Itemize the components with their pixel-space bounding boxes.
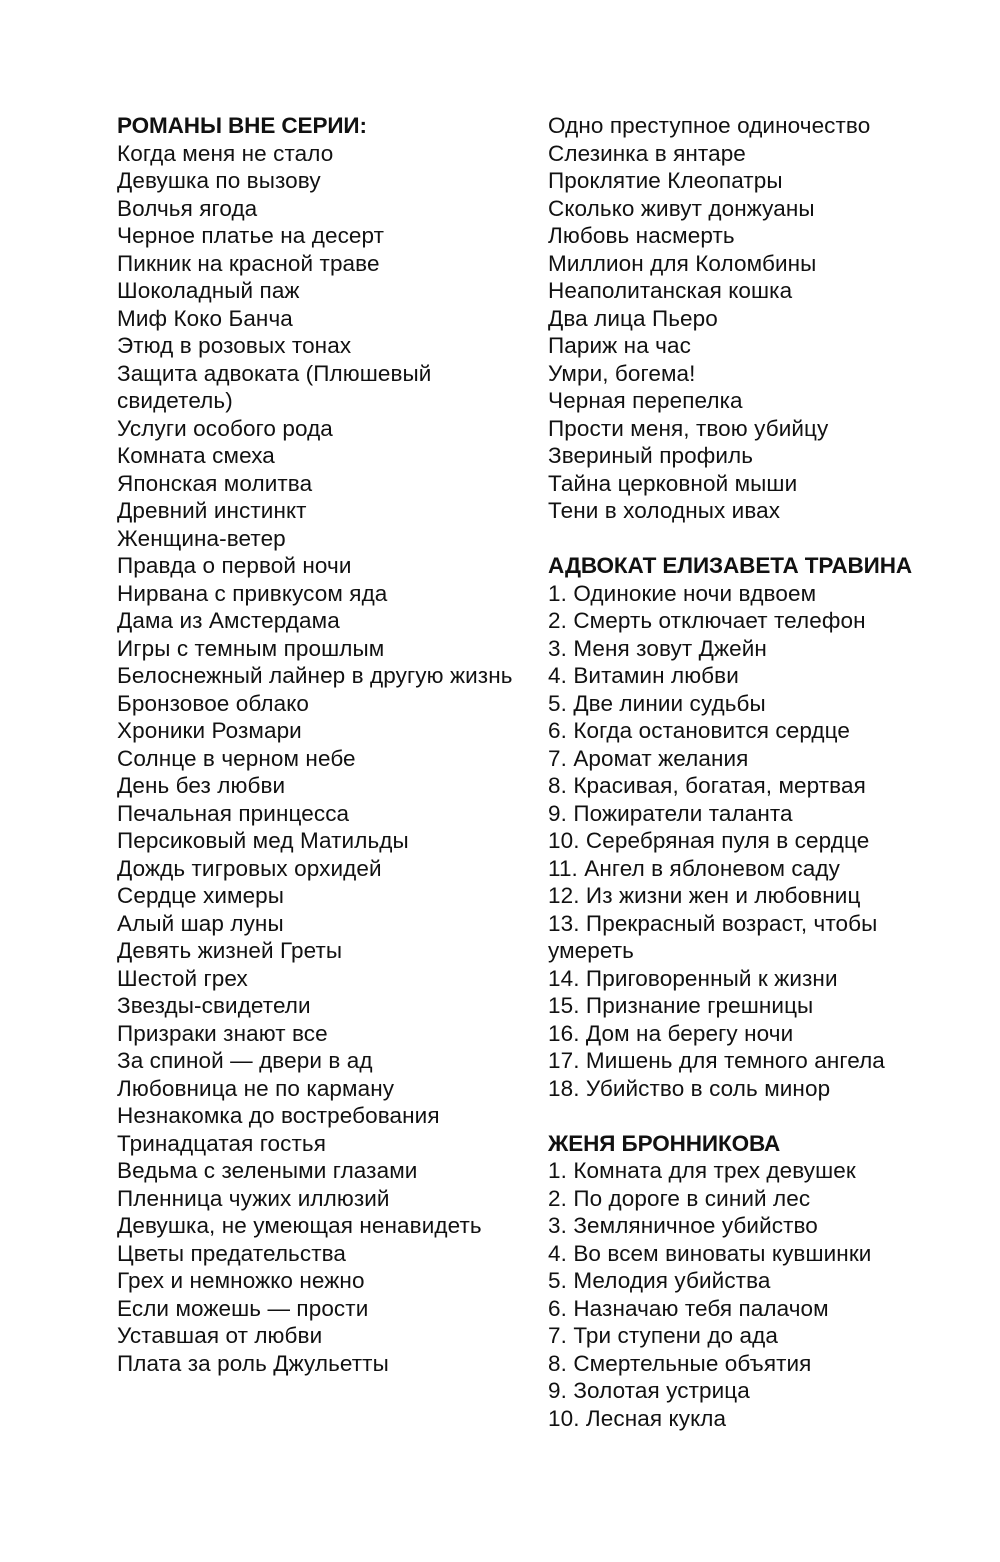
list-item: Проклятие Клеопатры	[548, 168, 783, 193]
list-item: Одно преступное одиночество	[548, 113, 871, 138]
list-item: Два лица Пьеро	[548, 305, 718, 331]
list-item: 3. Меня зовут Джейн	[548, 635, 767, 661]
list-item: Этюд в розовых тонах	[117, 333, 352, 358]
section-spacer	[548, 525, 968, 553]
list-item: Цветы предательства	[117, 1240, 347, 1266]
list-item: Тайна церковной мыши	[548, 470, 798, 496]
list-item: Незнакомка до востребования	[117, 1103, 440, 1128]
list-item: 2. По дороге в синий лес	[548, 1185, 811, 1211]
list-item: Грех и немножко нежно	[117, 1268, 365, 1293]
list-item: Когда меня не стало	[117, 140, 334, 166]
list-item: 10. Серебряная пуля в сердце	[548, 828, 870, 853]
list-item: Шоколадный паж	[117, 278, 300, 303]
list-item: Волчья ягода	[117, 195, 258, 221]
right-column	[548, 112, 968, 1432]
list-item: 8. Красивая, богатая, мертвая	[548, 773, 866, 798]
list-item: Уставшая от любви	[117, 1323, 323, 1348]
list-item: Белоснежный лайнер в другую жизнь	[117, 663, 513, 688]
list-item: 6. Когда остановится сердце	[548, 718, 850, 743]
list-item: Любовница не по карману	[117, 1075, 395, 1101]
list-item: Шестой грех	[117, 965, 248, 991]
list-item: Алый шар луны	[117, 910, 284, 936]
list-item: Пикник на красной траве	[117, 250, 380, 276]
list-item: Женщина-ветер	[117, 525, 286, 551]
list-item: 15. Признание грешницы	[548, 993, 814, 1018]
list-item: Ведьма с зелеными глазами	[117, 1158, 418, 1183]
list-item: Нирвана с привкусом яда	[117, 580, 388, 606]
section-title-standalone-novels: РОМАНЫ ВНЕ СЕРИИ:	[117, 113, 367, 138]
section-spacer	[548, 1102, 968, 1130]
list-item: Миф Коко Банча	[117, 305, 293, 331]
list-item: Правда о первой ночи	[117, 553, 352, 578]
list-item: 7. Аромат желания	[548, 745, 749, 771]
list-item: Японская молитва	[117, 470, 313, 496]
list-item: Прости меня, твою убийцу	[548, 415, 829, 441]
list-item: Дождь тигровых орхидей	[117, 855, 382, 881]
bronnikova-series-list	[548, 1157, 968, 1432]
standalone-novels-list	[117, 140, 517, 1378]
list-item: Персиковый мед Матильды	[117, 828, 409, 853]
list-item: 9. Золотая устрица	[548, 1378, 750, 1403]
list-item: 13. Прекрасный возраст, чтобы умереть	[548, 910, 878, 963]
list-item: 1. Комната для трех девушек	[548, 1158, 856, 1183]
list-item: Звериный профиль	[548, 443, 754, 468]
list-item: Любовь насмерть	[548, 223, 735, 248]
list-item: 18. Убийство в соль минор	[548, 1075, 831, 1101]
list-item: Призраки знают все	[117, 1020, 328, 1046]
list-item: 12. Из жизни жен и любовниц	[548, 883, 861, 908]
list-item: Девушка по вызову	[117, 168, 321, 193]
section-title-travina-series: АДВОКАТ ЕЛИЗАВЕТА ТРАВИНА	[548, 553, 912, 578]
list-item: Игры с темным прошлым	[117, 635, 385, 661]
list-item: 8. Смертельные объятия	[548, 1350, 812, 1376]
list-item: Тени в холодных ивах	[548, 498, 781, 523]
list-item: Бронзовое облако	[117, 690, 310, 716]
list-item: 6. Назначаю тебя палачом	[548, 1295, 829, 1321]
list-item: 5. Мелодия убийства	[548, 1268, 771, 1293]
list-item: Тринадцатая гостья	[117, 1130, 327, 1156]
list-item: 3. Земляничное убийство	[548, 1213, 818, 1238]
list-item: 2. Смерть отключает телефон	[548, 608, 866, 633]
list-item: Черная перепелка	[548, 388, 743, 413]
list-item: Париж на час	[548, 333, 691, 358]
list-item: 5. Две линии судьбы	[548, 690, 766, 716]
list-item: Сердце химеры	[117, 883, 285, 908]
list-item: Неаполитанская кошка	[548, 278, 793, 303]
list-item: Сколько живут донжуаны	[548, 195, 815, 221]
list-item: Умри, богема!	[548, 360, 696, 386]
list-item: 16. Дом на берегу ночи	[548, 1020, 794, 1046]
list-item: Защита адвоката (Плюшевый свидетель)	[117, 360, 432, 413]
travina-series-list	[548, 580, 968, 1103]
list-item: Дама из Амстердама	[117, 608, 340, 633]
list-item: 7. Три ступени до ада	[548, 1323, 778, 1348]
list-item: Хроники Розмари	[117, 718, 302, 743]
list-item: День без любви	[117, 773, 286, 798]
list-item: Услуги особого рода	[117, 415, 333, 441]
list-item: Древний инстинкт	[117, 498, 307, 523]
list-item: Комната смеха	[117, 443, 275, 468]
list-item: 4. Во всем виноваты кувшинки	[548, 1240, 872, 1266]
list-item: Плата за роль Джульетты	[117, 1350, 389, 1376]
list-item: 11. Ангел в яблоневом саду	[548, 855, 840, 881]
list-item: 10. Лесная кукла	[548, 1405, 727, 1431]
list-item: 17. Мишень для темного ангела	[548, 1048, 885, 1073]
list-item: 9. Пожиратели таланта	[548, 800, 793, 826]
list-item: Пленница чужих иллюзий	[117, 1185, 390, 1211]
left-column	[117, 112, 517, 1377]
list-item: Если можешь — прости	[117, 1295, 369, 1321]
standalone-novels-continued-list	[548, 112, 968, 525]
list-item: 4. Витамин любви	[548, 663, 739, 688]
list-item: За спиной — двери в ад	[117, 1048, 373, 1073]
list-item: Печальная принцесса	[117, 800, 350, 826]
list-item: Девять жизней Греты	[117, 938, 343, 963]
list-item: Миллион для Коломбины	[548, 250, 817, 276]
list-item: 14. Приговоренный к жизни	[548, 965, 838, 991]
list-item: Солнце в черном небе	[117, 745, 356, 771]
list-item: Звезды-свидетели	[117, 993, 311, 1018]
list-item: 1. Одинокие ночи вдвоем	[548, 580, 817, 606]
section-title-bronnikova-series: ЖЕНЯ БРОННИКОВА	[548, 1130, 781, 1156]
list-item: Черное платье на десерт	[117, 223, 385, 248]
list-item: Слезинка в янтаре	[548, 140, 746, 166]
list-item: Девушка, не умеющая ненавидеть	[117, 1213, 482, 1238]
